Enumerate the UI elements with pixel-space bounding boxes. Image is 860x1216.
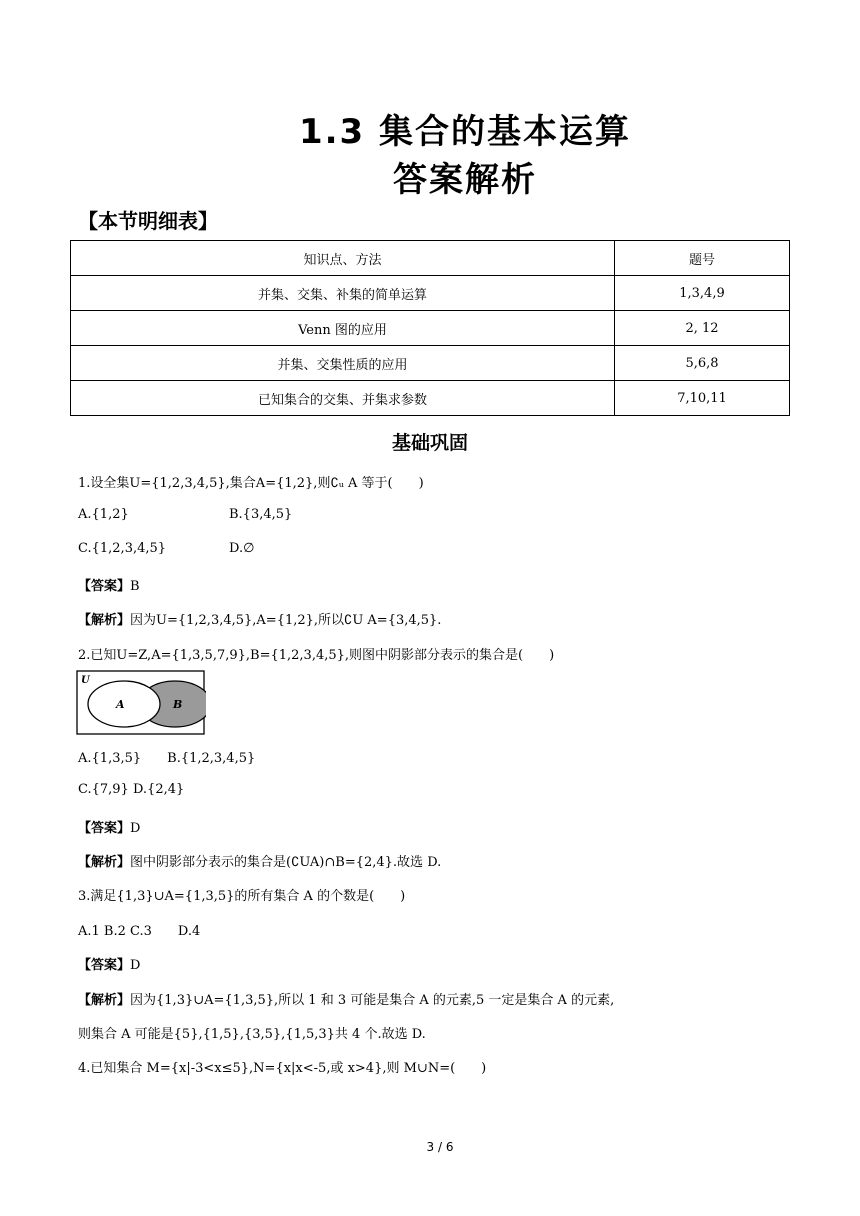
section-heading: 【本节明细表】 bbox=[78, 209, 218, 233]
table-cell: 2, 12 bbox=[615, 311, 790, 346]
analysis-text: 图中阴影部分表示的集合是(∁UA)∩B={2,4}.故选 D. bbox=[130, 855, 442, 870]
table-header-cell: 知识点、方法 bbox=[71, 241, 615, 276]
analysis-text: 因为{1,3}∪A={1,3,5},所以 1 和 3 可能是集合 A 的元素,5 一定是集合 A 的元素, bbox=[130, 993, 615, 1008]
table-cell: 并集、交集性质的应用 bbox=[71, 346, 615, 381]
question-2-options-line-1: A.{1,3,5} B.{1,2,3,4,5} bbox=[78, 751, 256, 766]
table-cell: 已知集合的交集、并集求参数 bbox=[71, 381, 615, 416]
question-3-analysis-continued: 则集合 A 可能是{5},{1,5},{3,5},{1,5,3}共 4 个.故选 D. bbox=[78, 1027, 426, 1042]
answer-tag: 【答案】 bbox=[78, 821, 131, 836]
analysis-text: 因为U={1,2,3,4,5},A={1,2},所以∁U A={3,4,5}. bbox=[130, 613, 442, 628]
question-3-stem: 3.满足{1,3}∪A={1,3,5}的所有集合 A 的个数是( ) bbox=[78, 889, 406, 904]
question-3-answer bbox=[78, 954, 140, 973]
table-header-cell: 题号 bbox=[615, 241, 790, 276]
question-2-answer bbox=[78, 817, 140, 836]
table-cell: 7,10,11 bbox=[615, 381, 790, 416]
table-cell: 5,6,8 bbox=[615, 346, 790, 381]
table-cell: 1,3,4,9 bbox=[615, 276, 790, 311]
table-cell: Venn 图的应用 bbox=[71, 311, 615, 346]
question-1-analysis bbox=[78, 609, 441, 628]
question-1-option-d: D.∅ bbox=[229, 541, 255, 556]
section-subheading: 基础巩固 bbox=[391, 432, 468, 454]
question-2-stem: 2.已知U=Z,A={1,3,5,7,9},B={1,2,3,4,5},则图中阴影部分表示的集合是( ) bbox=[78, 648, 555, 663]
table-cell: 并集、交集、补集的简单运算 bbox=[71, 276, 615, 311]
question-1-option-a: A.{1,2} bbox=[78, 507, 129, 522]
table-row bbox=[71, 346, 790, 381]
table-row bbox=[71, 381, 790, 416]
answer-value: D bbox=[130, 958, 141, 973]
venn-label-u: U bbox=[81, 675, 90, 686]
table-header-row bbox=[71, 241, 790, 276]
question-2-options-line-2: C.{7,9} D.{2,4} bbox=[78, 782, 185, 797]
venn-label-b: B bbox=[173, 698, 183, 711]
page-title: 1.3 集合的基本运算 bbox=[298, 112, 632, 152]
question-1-answer bbox=[78, 575, 140, 594]
question-1-option-b: B.{3,4,5} bbox=[229, 507, 293, 522]
analysis-tag: 【解析】 bbox=[78, 993, 131, 1008]
venn-label-a: A bbox=[116, 698, 125, 711]
page-number: 3 / 6 bbox=[426, 1140, 454, 1154]
question-2-analysis bbox=[78, 851, 441, 870]
question-3-analysis bbox=[78, 989, 614, 1008]
detail-table bbox=[70, 240, 790, 416]
analysis-tag: 【解析】 bbox=[78, 613, 131, 628]
answer-value: D bbox=[130, 821, 141, 836]
analysis-tag: 【解析】 bbox=[78, 855, 131, 870]
answer-value: B bbox=[130, 579, 140, 594]
answer-tag: 【答案】 bbox=[78, 579, 131, 594]
answer-tag: 【答案】 bbox=[78, 958, 131, 973]
question-3-options: A.1 B.2 C.3 D.4 bbox=[78, 924, 201, 939]
table-row bbox=[71, 276, 790, 311]
question-1-option-c: C.{1,2,3,4,5} bbox=[78, 541, 167, 556]
page-subtitle: 答案解析 bbox=[393, 160, 537, 200]
table-row bbox=[71, 311, 790, 346]
venn-diagram bbox=[76, 670, 206, 736]
question-4-stem: 4.已知集合 M={x|-3<x≤5},N={x|x<-5,或 x>4},则 M∪N=( ) bbox=[78, 1061, 487, 1076]
question-1-stem: 1.设全集U={1,2,3,4,5},集合A={1,2},则∁ᵤ A 等于( ) bbox=[78, 476, 424, 491]
